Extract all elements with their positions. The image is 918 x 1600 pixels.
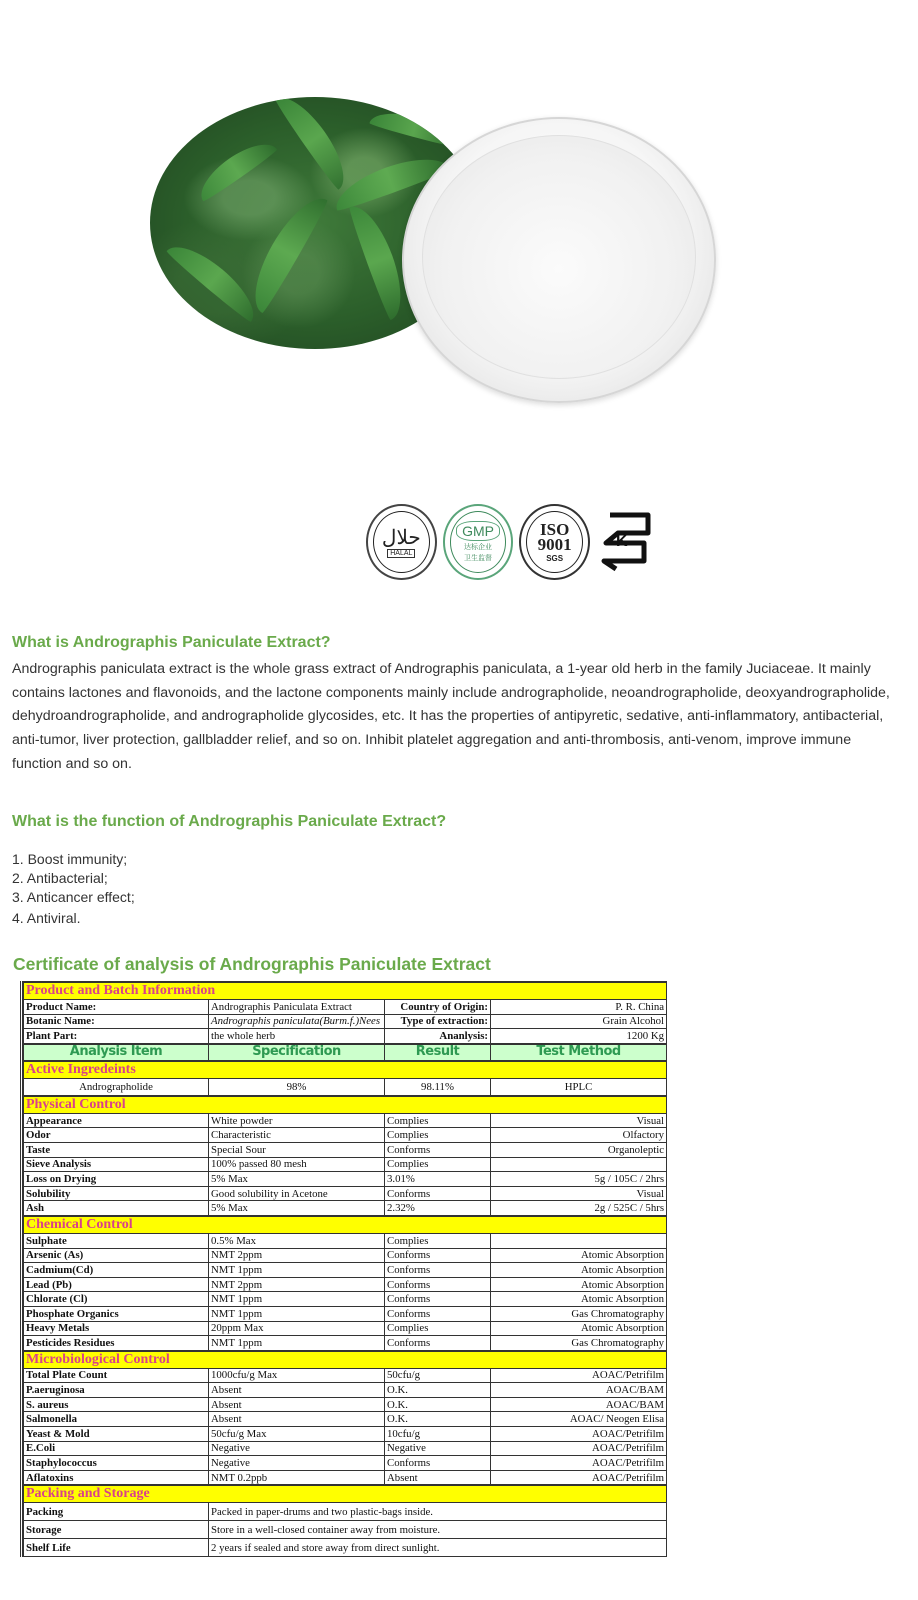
table-row (24, 1157, 667, 1172)
column-header: Result (385, 1044, 491, 1061)
result: 3.01% (385, 1172, 491, 1187)
table-row (24, 1470, 667, 1485)
result: Conforms (385, 1456, 491, 1471)
test-method: Atomic Absorption (491, 1277, 667, 1292)
specification: Absent (209, 1383, 385, 1398)
analysis-item: Odor (24, 1128, 209, 1143)
result: Conforms (385, 1263, 491, 1278)
kosher-icon: K (596, 511, 656, 573)
specification: Special Sour (209, 1142, 385, 1157)
product-info-row (24, 1000, 667, 1015)
analysis-item: Total Plate Count (24, 1368, 209, 1383)
column-header: Analysis Item (24, 1044, 209, 1061)
specification: 100% passed 80 mesh (209, 1157, 385, 1172)
column-header: Specification (209, 1044, 385, 1061)
analysis-item: E.Coli (24, 1441, 209, 1456)
table-row (24, 1292, 667, 1307)
info-label: Product Name: (24, 1000, 209, 1015)
packing-value: Store in a well-closed container away from moisture. (209, 1521, 667, 1539)
packing-label: Shelf Life (24, 1539, 209, 1557)
info-value: Andrographis Paniculata Extract (209, 1000, 385, 1015)
packing-row (24, 1503, 667, 1521)
analysis-item: Sieve Analysis (24, 1157, 209, 1172)
result: Conforms (385, 1248, 491, 1263)
result: O.K. (385, 1412, 491, 1427)
test-method: AOAC/BAM (491, 1383, 667, 1398)
table-row (24, 1306, 667, 1321)
test-method (491, 1157, 667, 1172)
result: Conforms (385, 1186, 491, 1201)
specification: Negative (209, 1456, 385, 1471)
section-row (24, 982, 667, 1000)
list-item: 4. Antiviral. (12, 910, 81, 926)
analysis-item: Arsenic (As) (24, 1248, 209, 1263)
table-row (24, 1248, 667, 1263)
analysis-item: Salmonella (24, 1412, 209, 1427)
specification: 1000cfu/g Max (209, 1368, 385, 1383)
test-method: Gas Chromatography (491, 1336, 667, 1351)
section-row (24, 1061, 667, 1079)
table-row (24, 1142, 667, 1157)
analysis-item: Staphylococcus (24, 1456, 209, 1471)
list-item: 3. Anticancer effect; (12, 889, 135, 905)
result: Conforms (385, 1277, 491, 1292)
info-value: P. R. China (491, 1000, 667, 1015)
packing-label: Storage (24, 1521, 209, 1539)
halal-icon: حلال HALAL (366, 504, 437, 580)
specification: NMT 1ppm (209, 1263, 385, 1278)
packing-row (24, 1539, 667, 1557)
section-row (24, 1351, 667, 1369)
result: Complies (385, 1321, 491, 1336)
info-value: Grain Alcohol (491, 1014, 667, 1029)
coa-table-container (20, 981, 666, 1557)
packing-row (24, 1521, 667, 1539)
test-method: Atomic Absorption (491, 1263, 667, 1278)
table-row (24, 1201, 667, 1216)
result: Complies (385, 1157, 491, 1172)
section-title: Product and Batch Information (24, 982, 667, 1000)
test-method: 2g / 525C / 5hrs (491, 1201, 667, 1216)
specification: NMT 0.2ppb (209, 1470, 385, 1485)
test-method (491, 1233, 667, 1248)
packing-label: Packing (24, 1503, 209, 1521)
info-value: Andrographis paniculata(Burm.f.)Nees (209, 1014, 385, 1029)
section-title: Chemical Control (24, 1216, 667, 1234)
test-method: Gas Chromatography (491, 1306, 667, 1321)
analysis-item: Phosphate Organics (24, 1306, 209, 1321)
product-hero-image (150, 95, 720, 405)
section-row (24, 1485, 667, 1503)
info-value: the whole herb (209, 1029, 385, 1044)
test-method: AOAC/ Neogen Elisa (491, 1412, 667, 1427)
analysis-item: Yeast & Mold (24, 1427, 209, 1442)
column-header-row (24, 1044, 667, 1061)
test-method: AOAC/Petrifilm (491, 1441, 667, 1456)
table-row (24, 1277, 667, 1292)
specification: 0.5% Max (209, 1233, 385, 1248)
analysis-item: Sulphate (24, 1233, 209, 1248)
test-method: Atomic Absorption (491, 1248, 667, 1263)
result: O.K. (385, 1383, 491, 1398)
result: 10cfu/g (385, 1427, 491, 1442)
test-method: Visual (491, 1113, 667, 1128)
analysis-item: Andrographolide (24, 1078, 209, 1096)
function-list (12, 850, 135, 928)
info-label: Ananlysis: (385, 1029, 491, 1044)
specification: NMT 2ppm (209, 1277, 385, 1292)
iso-icon: ISO 9001 SGS (519, 504, 590, 580)
specification: Absent (209, 1412, 385, 1427)
specification: White powder (209, 1113, 385, 1128)
result: Absent (385, 1470, 491, 1485)
test-method: AOAC/Petrifilm (491, 1456, 667, 1471)
analysis-item: Lead (Pb) (24, 1277, 209, 1292)
specification: 5% Max (209, 1201, 385, 1216)
analysis-item: Aflatoxins (24, 1470, 209, 1485)
table-row (24, 1336, 667, 1351)
specification: NMT 1ppm (209, 1292, 385, 1307)
info-label: Type of extraction: (385, 1014, 491, 1029)
result: Conforms (385, 1336, 491, 1351)
analysis-item: Appearance (24, 1113, 209, 1128)
test-method: AOAC/Petrifilm (491, 1368, 667, 1383)
table-row (24, 1186, 667, 1201)
table-row (24, 1078, 667, 1096)
result: O.K. (385, 1397, 491, 1412)
analysis-item: Pesticides Residues (24, 1336, 209, 1351)
specification: Characteristic (209, 1128, 385, 1143)
table-row (24, 1263, 667, 1278)
table-row (24, 1321, 667, 1336)
list-item: 2. Antibacterial; (12, 870, 108, 886)
result: 50cfu/g (385, 1368, 491, 1383)
test-method: Atomic Absorption (491, 1292, 667, 1307)
analysis-item: P.aeruginosa (24, 1383, 209, 1398)
section-title: Active Ingredeints (24, 1061, 667, 1079)
result: Complies (385, 1233, 491, 1248)
result: Complies (385, 1113, 491, 1128)
packing-value: Packed in paper-drums and two plastic-bags inside. (209, 1503, 667, 1521)
specification: 50cfu/g Max (209, 1427, 385, 1442)
analysis-item: Chlorate (Cl) (24, 1292, 209, 1307)
result: 2.32% (385, 1201, 491, 1216)
result: Conforms (385, 1142, 491, 1157)
table-row (24, 1456, 667, 1471)
table-row (24, 1233, 667, 1248)
info-value: 1200 Kg (491, 1029, 667, 1044)
specification: 5% Max (209, 1172, 385, 1187)
test-method: AOAC/Petrifilm (491, 1427, 667, 1442)
test-method: AOAC/Petrifilm (491, 1470, 667, 1485)
table-row (24, 1128, 667, 1143)
analysis-item: Taste (24, 1142, 209, 1157)
specification: NMT 2ppm (209, 1248, 385, 1263)
result: Conforms (385, 1306, 491, 1321)
gmp-icon: GMP 达标企业 卫生监督 (443, 504, 514, 580)
section-title: Microbiological Control (24, 1351, 667, 1369)
info-label: Botanic Name: (24, 1014, 209, 1029)
analysis-item: Ash (24, 1201, 209, 1216)
product-info-row (24, 1029, 667, 1044)
certification-logos (366, 503, 656, 581)
section-heading-what-is: What is Andrographis Paniculate Extract? (12, 634, 331, 651)
info-label: Country of Origin: (385, 1000, 491, 1015)
test-method: Olfactory (491, 1128, 667, 1143)
result: 98.11% (385, 1078, 491, 1096)
test-method: Atomic Absorption (491, 1321, 667, 1336)
table-row (24, 1441, 667, 1456)
result: Complies (385, 1128, 491, 1143)
analysis-item: Heavy Metals (24, 1321, 209, 1336)
analysis-item: Solubility (24, 1186, 209, 1201)
section-row (24, 1096, 667, 1114)
section-title: Physical Control (24, 1096, 667, 1114)
specification: NMT 1ppm (209, 1336, 385, 1351)
test-method: Organoleptic (491, 1142, 667, 1157)
test-method: AOAC/BAM (491, 1397, 667, 1412)
table-row (24, 1368, 667, 1383)
coa-heading: Certificate of analysis of Andrographis Paniculate Extract (13, 954, 491, 974)
specification: NMT 1ppm (209, 1306, 385, 1321)
product-info-row (24, 1014, 667, 1029)
table-row (24, 1172, 667, 1187)
test-method: Visual (491, 1186, 667, 1201)
specification: 98% (209, 1078, 385, 1096)
analysis-item: Loss on Drying (24, 1172, 209, 1187)
table-row (24, 1113, 667, 1128)
specification: Absent (209, 1397, 385, 1412)
packing-value: 2 years if sealed and store away from direct sunlight. (209, 1539, 667, 1557)
section-heading-function: What is the function of Andrographis Paniculate Extract? (12, 813, 447, 830)
analysis-item: Cadmium(Cd) (24, 1263, 209, 1278)
powder-dish-image (402, 117, 716, 403)
table-row (24, 1383, 667, 1398)
section-title: Packing and Storage (24, 1485, 667, 1503)
analysis-item: S. aureus (24, 1397, 209, 1412)
section-row (24, 1216, 667, 1234)
result: Negative (385, 1441, 491, 1456)
section-body-what-is: Andrographis paniculata extract is the whole grass extract of Andrographis paniculata, a 1-year old herb in the family Juciaceae. It mainly contains lactones and flavonoids, and the lactone components mainly include andrographolide, neoandrographolide, deoxyandrographolide, dehydroandrographolide, and andrographolide glycosides, etc. It has the properties of antipyretic, sedative, anti-inflammatory, antibacterial, anti-tumor, liver protection, gallbladder relief, and so on. Inhibit platelet aggregation and anti-thrombosis, anti-venom, improve immune function and so on. (12, 661, 890, 772)
test-method: HPLC (491, 1078, 667, 1096)
table-row (24, 1427, 667, 1442)
specification: 20ppm Max (209, 1321, 385, 1336)
coa-table (23, 981, 667, 1557)
specification: Negative (209, 1441, 385, 1456)
list-item: 1. Boost immunity; (12, 851, 128, 867)
table-row (24, 1412, 667, 1427)
specification: Good solubility in Acetone (209, 1186, 385, 1201)
test-method: 5g / 105C / 2hrs (491, 1172, 667, 1187)
result: Conforms (385, 1292, 491, 1307)
info-label: Plant Part: (24, 1029, 209, 1044)
table-row (24, 1397, 667, 1412)
column-header: Test Method (491, 1044, 667, 1061)
